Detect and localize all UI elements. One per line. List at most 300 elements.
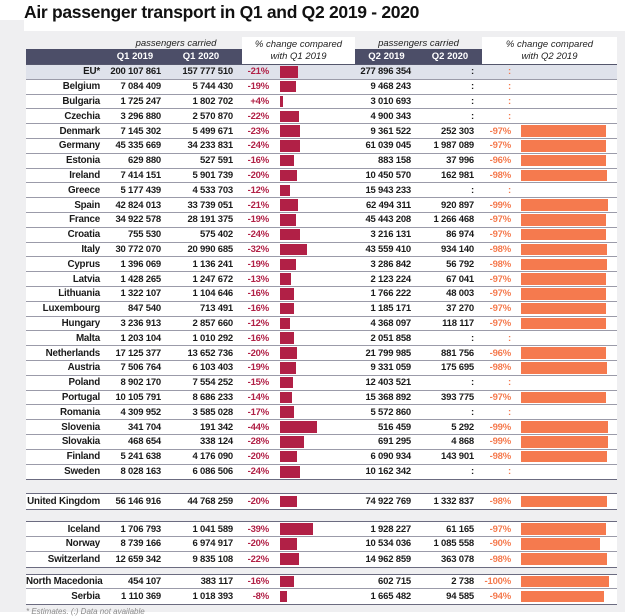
q2-2019-value: 277 896 354 bbox=[360, 66, 411, 78]
table-row bbox=[26, 228, 617, 243]
q2-change-bar bbox=[515, 591, 617, 603]
q2-2019-value: 43 559 410 bbox=[365, 243, 411, 255]
q2-bar bbox=[521, 318, 606, 330]
q2-pct-change: -97% bbox=[489, 140, 511, 152]
table-row bbox=[26, 537, 617, 552]
q2-pct-change: -97% bbox=[489, 303, 511, 315]
q1-2020-value: 6 103 403 bbox=[192, 362, 233, 374]
q2-2020-value: 175 695 bbox=[441, 362, 474, 374]
table-row bbox=[26, 376, 617, 391]
q2-bar bbox=[521, 436, 608, 448]
q1-2020-value: 1 010 292 bbox=[192, 332, 233, 344]
q1-change-bar bbox=[273, 229, 319, 241]
q2-2020-value: 143 901 bbox=[441, 451, 474, 463]
q1-change-bar bbox=[273, 140, 319, 152]
q1-change-bar bbox=[273, 553, 319, 565]
q2-pct-change: : bbox=[508, 66, 511, 78]
q1-pct-change: -16% bbox=[247, 575, 269, 587]
q2-2020-value: 118 117 bbox=[442, 317, 474, 329]
q1-pct-change: -19% bbox=[247, 214, 269, 226]
q1-bar bbox=[280, 244, 307, 256]
q1-2020-value: 28 191 375 bbox=[187, 214, 233, 226]
q2-pct-change: -97% bbox=[489, 273, 511, 285]
table-row bbox=[26, 302, 617, 317]
table-row bbox=[26, 361, 617, 376]
q2-change-bar bbox=[515, 421, 617, 433]
q2-2019-value: 10 450 570 bbox=[365, 169, 411, 181]
q2-2020-value: 1 085 558 bbox=[433, 538, 474, 550]
table-row bbox=[26, 198, 617, 213]
q1-change-bar bbox=[273, 259, 319, 271]
q1-header-band bbox=[26, 49, 242, 64]
country-label: Portugal bbox=[61, 391, 100, 403]
q2-change-bar bbox=[515, 273, 617, 285]
q1-2020-value: 4 176 090 bbox=[192, 451, 233, 463]
pct-change-q1-header bbox=[242, 37, 355, 64]
q1-pct-change: -17% bbox=[247, 406, 269, 418]
q1-pct-change: +4% bbox=[250, 95, 269, 107]
q2-2020-value: 1 987 089 bbox=[433, 140, 474, 152]
q1-change-bar bbox=[273, 125, 319, 137]
q1-change-bar bbox=[273, 436, 319, 448]
table-row bbox=[26, 575, 617, 590]
q1-2019-value: 200 107 861 bbox=[110, 66, 161, 78]
q1-bar bbox=[280, 332, 294, 344]
q2-change-bar bbox=[515, 436, 617, 448]
q2-bar bbox=[521, 303, 606, 315]
table-row bbox=[26, 124, 617, 139]
table-row bbox=[26, 65, 617, 80]
q2-change-bar bbox=[515, 155, 617, 167]
q1-change-bar bbox=[273, 591, 319, 603]
country-label: Netherlands bbox=[45, 347, 100, 359]
q1-pct-change: -23% bbox=[247, 125, 269, 137]
q1-2020-value: 33 739 051 bbox=[187, 199, 233, 211]
q1-2020-value: 5 499 671 bbox=[192, 125, 233, 137]
table-section-eu-and-member-states bbox=[26, 65, 617, 480]
q1-pct-change: -32% bbox=[247, 243, 269, 255]
q2-2020-value: : bbox=[471, 110, 474, 122]
q2-2020-value: 37 270 bbox=[446, 303, 474, 315]
q2-change-bar bbox=[515, 214, 617, 226]
q1-bar bbox=[280, 96, 283, 108]
q1-2019-value: 12 659 342 bbox=[115, 553, 161, 565]
page-title: Air passenger transport in Q1 and Q2 2019 - 2020 bbox=[24, 2, 420, 22]
q2-bar bbox=[521, 170, 607, 182]
q1-2019-value: 45 335 669 bbox=[115, 140, 161, 152]
q1-bar bbox=[280, 347, 297, 359]
country-label: Finland bbox=[66, 451, 100, 463]
country-label: Croatia bbox=[67, 229, 100, 241]
q2-pct-change: : bbox=[508, 466, 511, 478]
q2-2020-value: : bbox=[471, 377, 474, 389]
q1-2019-value: 17 125 377 bbox=[115, 347, 161, 359]
q1-pct-change: -16% bbox=[247, 303, 269, 315]
table-row bbox=[26, 287, 617, 302]
q1-bar bbox=[280, 155, 294, 167]
country-label: Estonia bbox=[66, 155, 100, 167]
table-row bbox=[26, 589, 617, 604]
q2-pct-change: -97% bbox=[489, 229, 511, 241]
table-row bbox=[26, 420, 617, 435]
q1-change-bar bbox=[273, 111, 319, 123]
q2-pct-change: -98% bbox=[489, 169, 511, 181]
country-label: Austria bbox=[67, 362, 100, 374]
q2-2020-value: 1 332 837 bbox=[433, 496, 474, 508]
q1-2020-value: 1 104 646 bbox=[192, 288, 233, 300]
q1-change-bar bbox=[273, 451, 319, 463]
q1-2020-value: 7 554 252 bbox=[192, 377, 233, 389]
q2-2019-value: 45 443 208 bbox=[365, 214, 411, 226]
table-row bbox=[26, 346, 617, 361]
q1-bar bbox=[280, 553, 299, 565]
q1-change-bar bbox=[273, 347, 319, 359]
q2-2019-value: 1 185 171 bbox=[370, 303, 411, 315]
q1-pct-change: -20% bbox=[247, 169, 269, 181]
country-label: Latvia bbox=[72, 273, 100, 285]
q2-2020-value: 48 003 bbox=[446, 288, 474, 300]
q2-bar bbox=[521, 347, 606, 359]
data-table bbox=[26, 37, 617, 616]
q2-change-bar bbox=[515, 303, 617, 315]
table-row bbox=[26, 450, 617, 465]
country-label: North Macedonia bbox=[26, 575, 103, 587]
q2-2020-value: : bbox=[471, 406, 474, 418]
q1-bar bbox=[280, 406, 294, 418]
q1-2020-value: 713 491 bbox=[200, 303, 233, 315]
q1-2019-value: 1 110 369 bbox=[121, 591, 161, 603]
q2-pct-change: : bbox=[508, 332, 511, 344]
country-label: Greece bbox=[67, 184, 100, 196]
q1-2020-value: 6 974 917 bbox=[192, 538, 233, 550]
q1-bar bbox=[280, 303, 294, 315]
table-row bbox=[26, 183, 617, 198]
q2-2019-value: 516 459 bbox=[378, 421, 411, 433]
q1-change-bar bbox=[273, 244, 319, 256]
q1-pct-change: -39% bbox=[247, 523, 269, 535]
q1-2019-value: 629 880 bbox=[128, 155, 161, 167]
q2-2019-value: 883 158 bbox=[378, 155, 411, 167]
q1-pct-change: -28% bbox=[247, 436, 269, 448]
q1-2019-value: 8 028 163 bbox=[120, 466, 161, 478]
q2-pct-change: : bbox=[508, 377, 511, 389]
q1-2019-value: 34 922 578 bbox=[115, 214, 161, 226]
q2-bar bbox=[521, 538, 600, 550]
q1-2020-value: 1 247 672 bbox=[192, 273, 233, 285]
q2-change-bar bbox=[515, 347, 617, 359]
table-row bbox=[26, 257, 617, 272]
q1-change-bar bbox=[273, 155, 319, 167]
country-label: Luxembourg bbox=[42, 303, 100, 315]
q2-2020-value: 4 868 bbox=[451, 436, 474, 448]
q1-pct-change: -12% bbox=[247, 184, 269, 196]
q2-change-bar bbox=[515, 496, 617, 508]
q2-2019-value: 6 090 934 bbox=[370, 451, 411, 463]
q1-change-bar bbox=[273, 303, 319, 315]
q1-change-bar bbox=[273, 421, 319, 433]
q1-2020-value: 34 233 831 bbox=[187, 140, 233, 152]
q1-2019-value: 30 772 070 bbox=[115, 243, 161, 255]
q1-change-bar bbox=[273, 392, 319, 404]
country-label: Malta bbox=[75, 332, 100, 344]
pct-change-q1-line1: % change compared bbox=[254, 39, 343, 50]
q1-bar bbox=[280, 377, 293, 389]
q1-2019-value: 3 296 880 bbox=[120, 110, 161, 122]
table-row bbox=[26, 522, 617, 537]
q2-2019-value: 5 572 860 bbox=[370, 406, 411, 418]
q1-2019-value: 1 322 107 bbox=[120, 288, 161, 300]
pct-change-q2-line2: with Q2 2019 bbox=[521, 51, 578, 62]
q1-pct-change: -44% bbox=[247, 421, 269, 433]
q2-pct-change: -96% bbox=[489, 155, 511, 167]
q1-bar bbox=[280, 170, 297, 182]
table-row bbox=[26, 109, 617, 124]
table-row bbox=[26, 465, 617, 480]
q1-change-bar bbox=[273, 170, 319, 182]
q1-2019-value: 1 428 265 bbox=[120, 273, 161, 285]
q2-2019-value: 602 715 bbox=[378, 575, 411, 587]
q1-2020-value: 8 686 233 bbox=[192, 391, 233, 403]
q2-2020-value: 94 585 bbox=[446, 591, 474, 603]
q1-bar bbox=[280, 362, 296, 374]
country-label: Germany bbox=[58, 140, 100, 152]
country-label: Hungary bbox=[61, 317, 100, 329]
q2-2020-value: : bbox=[471, 66, 474, 78]
q1-bar bbox=[280, 392, 292, 404]
table-row bbox=[26, 405, 617, 420]
country-label: Lithuania bbox=[58, 288, 100, 300]
q1-2020-value: 5 901 739 bbox=[192, 169, 233, 181]
q2-pct-change: -98% bbox=[489, 243, 511, 255]
q2-pct-change: -97% bbox=[489, 214, 511, 226]
q1-pct-change: -21% bbox=[247, 66, 269, 78]
q2-change-bar bbox=[515, 523, 617, 535]
q2-change-bar bbox=[515, 553, 617, 565]
q1-2019-value: 468 654 bbox=[128, 436, 161, 448]
q2-bar bbox=[521, 199, 608, 211]
q1-2019-value: 42 824 013 bbox=[115, 199, 161, 211]
country-label: France bbox=[69, 214, 100, 226]
q2-change-bar bbox=[515, 199, 617, 211]
country-label: Slovenia bbox=[61, 421, 100, 433]
q2-bar bbox=[521, 273, 606, 285]
q1-change-bar bbox=[273, 377, 319, 389]
q1-2019-value: 755 530 bbox=[128, 229, 161, 241]
table-row bbox=[26, 331, 617, 346]
q2-2020-value: : bbox=[471, 81, 474, 93]
country-label: Ireland bbox=[69, 169, 100, 181]
q1-change-bar bbox=[273, 406, 319, 418]
q2-2020-value: 252 303 bbox=[441, 125, 474, 137]
q1-pct-change: -20% bbox=[247, 347, 269, 359]
q1-2020-value: 1 802 702 bbox=[192, 95, 233, 107]
q1-bar bbox=[280, 125, 300, 137]
q1-2019-value: 1 706 793 bbox=[120, 523, 161, 535]
q2-2019-value: 1 928 227 bbox=[370, 523, 411, 535]
country-label: Serbia bbox=[71, 591, 100, 603]
q2-2020-value: 881 756 bbox=[441, 347, 474, 359]
table-section-united-kingdom bbox=[26, 493, 617, 510]
q1-pct-change: -24% bbox=[247, 229, 269, 241]
q1-change-bar bbox=[273, 318, 319, 330]
q1-pct-change: -20% bbox=[247, 496, 269, 508]
q2-change-bar bbox=[515, 392, 617, 404]
q2-change-bar bbox=[515, 170, 617, 182]
q2-2020-value: 2 738 bbox=[451, 575, 474, 587]
q1-bar bbox=[280, 140, 300, 152]
table-body bbox=[26, 65, 617, 605]
country-label: Sweden bbox=[64, 466, 100, 478]
q1-pct-change: -16% bbox=[247, 288, 269, 300]
q2-pct-change: : bbox=[508, 95, 511, 107]
table-row bbox=[26, 139, 617, 154]
q2-pct-change: -98% bbox=[489, 496, 511, 508]
q2-pct-change: -98% bbox=[489, 451, 511, 463]
q1-2019-value: 3 236 913 bbox=[120, 317, 161, 329]
q1-bar bbox=[280, 436, 304, 448]
q2-2019-value: 15 368 892 bbox=[365, 391, 411, 403]
table-row bbox=[26, 494, 617, 509]
q2-bar bbox=[521, 244, 607, 256]
table-row bbox=[26, 272, 617, 287]
q1-pct-change: -15% bbox=[247, 377, 269, 389]
q1-2020-value: 44 768 259 bbox=[187, 496, 233, 508]
q1-2019-value: 1 725 247 bbox=[120, 95, 161, 107]
q1-pct-change: -20% bbox=[247, 538, 269, 550]
q1-2019-value: 8 739 166 bbox=[120, 538, 161, 550]
q1-2019-value: 5 177 439 bbox=[120, 184, 161, 196]
q1-2019-value: 5 241 638 bbox=[120, 451, 161, 463]
q2-bar bbox=[521, 496, 607, 508]
q2-2019-value: 9 361 522 bbox=[370, 125, 411, 137]
q1-change-bar bbox=[273, 81, 319, 93]
q2-pct-change: -97% bbox=[489, 317, 511, 329]
q1-bar bbox=[280, 81, 296, 93]
table-section-candidate-countries bbox=[26, 574, 617, 606]
q2-change-bar bbox=[515, 288, 617, 300]
country-label: Norway bbox=[65, 538, 100, 550]
q1-2019-value: 4 309 952 bbox=[120, 406, 161, 418]
q1-pct-change: -24% bbox=[247, 466, 269, 478]
pct-change-q2-header bbox=[482, 37, 617, 64]
q2-2020-value: 56 792 bbox=[446, 258, 474, 270]
q1-2020-value: 9 835 108 bbox=[192, 553, 233, 565]
q1-2020-value: 1 136 241 bbox=[192, 258, 233, 270]
q1-2019-column-header: Q1 2019 bbox=[116, 51, 154, 62]
q1-bar bbox=[280, 185, 290, 197]
q1-2019-value: 341 704 bbox=[128, 421, 161, 433]
q2-change-bar bbox=[515, 362, 617, 374]
q1-pct-change: -13% bbox=[247, 273, 269, 285]
q2-change-bar bbox=[515, 140, 617, 152]
q2-2019-value: 3 216 131 bbox=[370, 229, 411, 241]
q2-2020-value: 37 996 bbox=[446, 155, 474, 167]
q2-2020-value: 1 266 468 bbox=[433, 214, 474, 226]
q2-2020-value: 86 974 bbox=[446, 229, 474, 241]
q2-pct-change: : bbox=[508, 110, 511, 122]
q2-pct-change: : bbox=[508, 81, 511, 93]
table-row bbox=[26, 243, 617, 258]
q1-pct-change: -16% bbox=[247, 155, 269, 167]
q1-bar bbox=[280, 214, 296, 226]
country-label: United Kingdom bbox=[27, 496, 100, 508]
q2-bar bbox=[521, 155, 606, 167]
q1-pct-change: -16% bbox=[247, 332, 269, 344]
q2-change-bar bbox=[515, 538, 617, 550]
table-row bbox=[26, 317, 617, 332]
table-row bbox=[26, 169, 617, 184]
q2-bar bbox=[521, 523, 606, 535]
q1-change-bar bbox=[273, 288, 319, 300]
q1-bar bbox=[280, 421, 317, 433]
q1-pct-change: -21% bbox=[247, 199, 269, 211]
q1-change-bar bbox=[273, 199, 319, 211]
q1-2020-value: 575 402 bbox=[200, 229, 233, 241]
q2-pct-change: -99% bbox=[489, 421, 511, 433]
q2-bar bbox=[521, 451, 607, 463]
q2-2020-value: : bbox=[471, 184, 474, 196]
q1-2019-value: 10 105 791 bbox=[115, 391, 161, 403]
q1-bar bbox=[280, 318, 290, 330]
q1-2020-value: 20 990 685 bbox=[187, 243, 233, 255]
q2-2019-value: 74 922 769 bbox=[365, 496, 411, 508]
q1-bar bbox=[280, 538, 297, 550]
q2-pct-change: -98% bbox=[489, 553, 511, 565]
table-row bbox=[26, 80, 617, 95]
q2-change-bar bbox=[515, 125, 617, 137]
q2-2019-value: 691 295 bbox=[378, 436, 411, 448]
q1-change-bar bbox=[273, 496, 319, 508]
q2-2019-value: 14 962 859 bbox=[365, 553, 411, 565]
q2-2019-value: 10 534 036 bbox=[365, 538, 411, 550]
q2-2019-value: 10 162 342 bbox=[365, 466, 411, 478]
table-section-efta bbox=[26, 521, 617, 567]
q2-2019-value: 1 665 482 bbox=[370, 591, 411, 603]
q1-pct-change: -20% bbox=[247, 451, 269, 463]
q1-bar bbox=[280, 466, 300, 478]
q2-bar bbox=[521, 392, 606, 404]
country-label: Switzerland bbox=[47, 553, 100, 565]
q2-pct-change: -99% bbox=[489, 436, 511, 448]
q2-2020-value: 61 165 bbox=[446, 523, 474, 535]
pct-change-q2-line1: % change compared bbox=[505, 39, 594, 50]
q1-pct-change: -22% bbox=[247, 553, 269, 565]
q1-2020-value: 4 533 703 bbox=[192, 184, 233, 196]
country-label: Italy bbox=[81, 243, 100, 255]
q1-2020-value: 5 744 430 bbox=[192, 81, 233, 93]
q1-2020-value: 338 124 bbox=[200, 436, 233, 448]
q1-change-bar bbox=[273, 185, 319, 197]
passengers-carried-label-q2: passengers carried bbox=[378, 38, 459, 49]
country-label: EU* bbox=[83, 66, 100, 78]
q1-2020-value: 2 570 870 bbox=[192, 110, 233, 122]
q1-bar bbox=[280, 259, 296, 271]
q2-pct-change: : bbox=[508, 406, 511, 418]
q2-2020-value: 5 292 bbox=[451, 421, 474, 433]
q2-2020-value: : bbox=[471, 332, 474, 344]
q2-change-bar bbox=[515, 259, 617, 271]
country-label: Czechia bbox=[64, 110, 100, 122]
q1-2020-value: 3 585 028 bbox=[192, 406, 233, 418]
q1-pct-change: -19% bbox=[247, 81, 269, 93]
q2-bar bbox=[521, 553, 607, 565]
q2-2019-value: 4 368 097 bbox=[370, 317, 411, 329]
q1-pct-change: -19% bbox=[247, 258, 269, 270]
q2-pct-change: -98% bbox=[489, 258, 511, 270]
q2-2020-column-header: Q2 2020 bbox=[431, 51, 469, 62]
q1-2019-value: 7 084 409 bbox=[120, 81, 161, 93]
q2-change-bar bbox=[515, 451, 617, 463]
